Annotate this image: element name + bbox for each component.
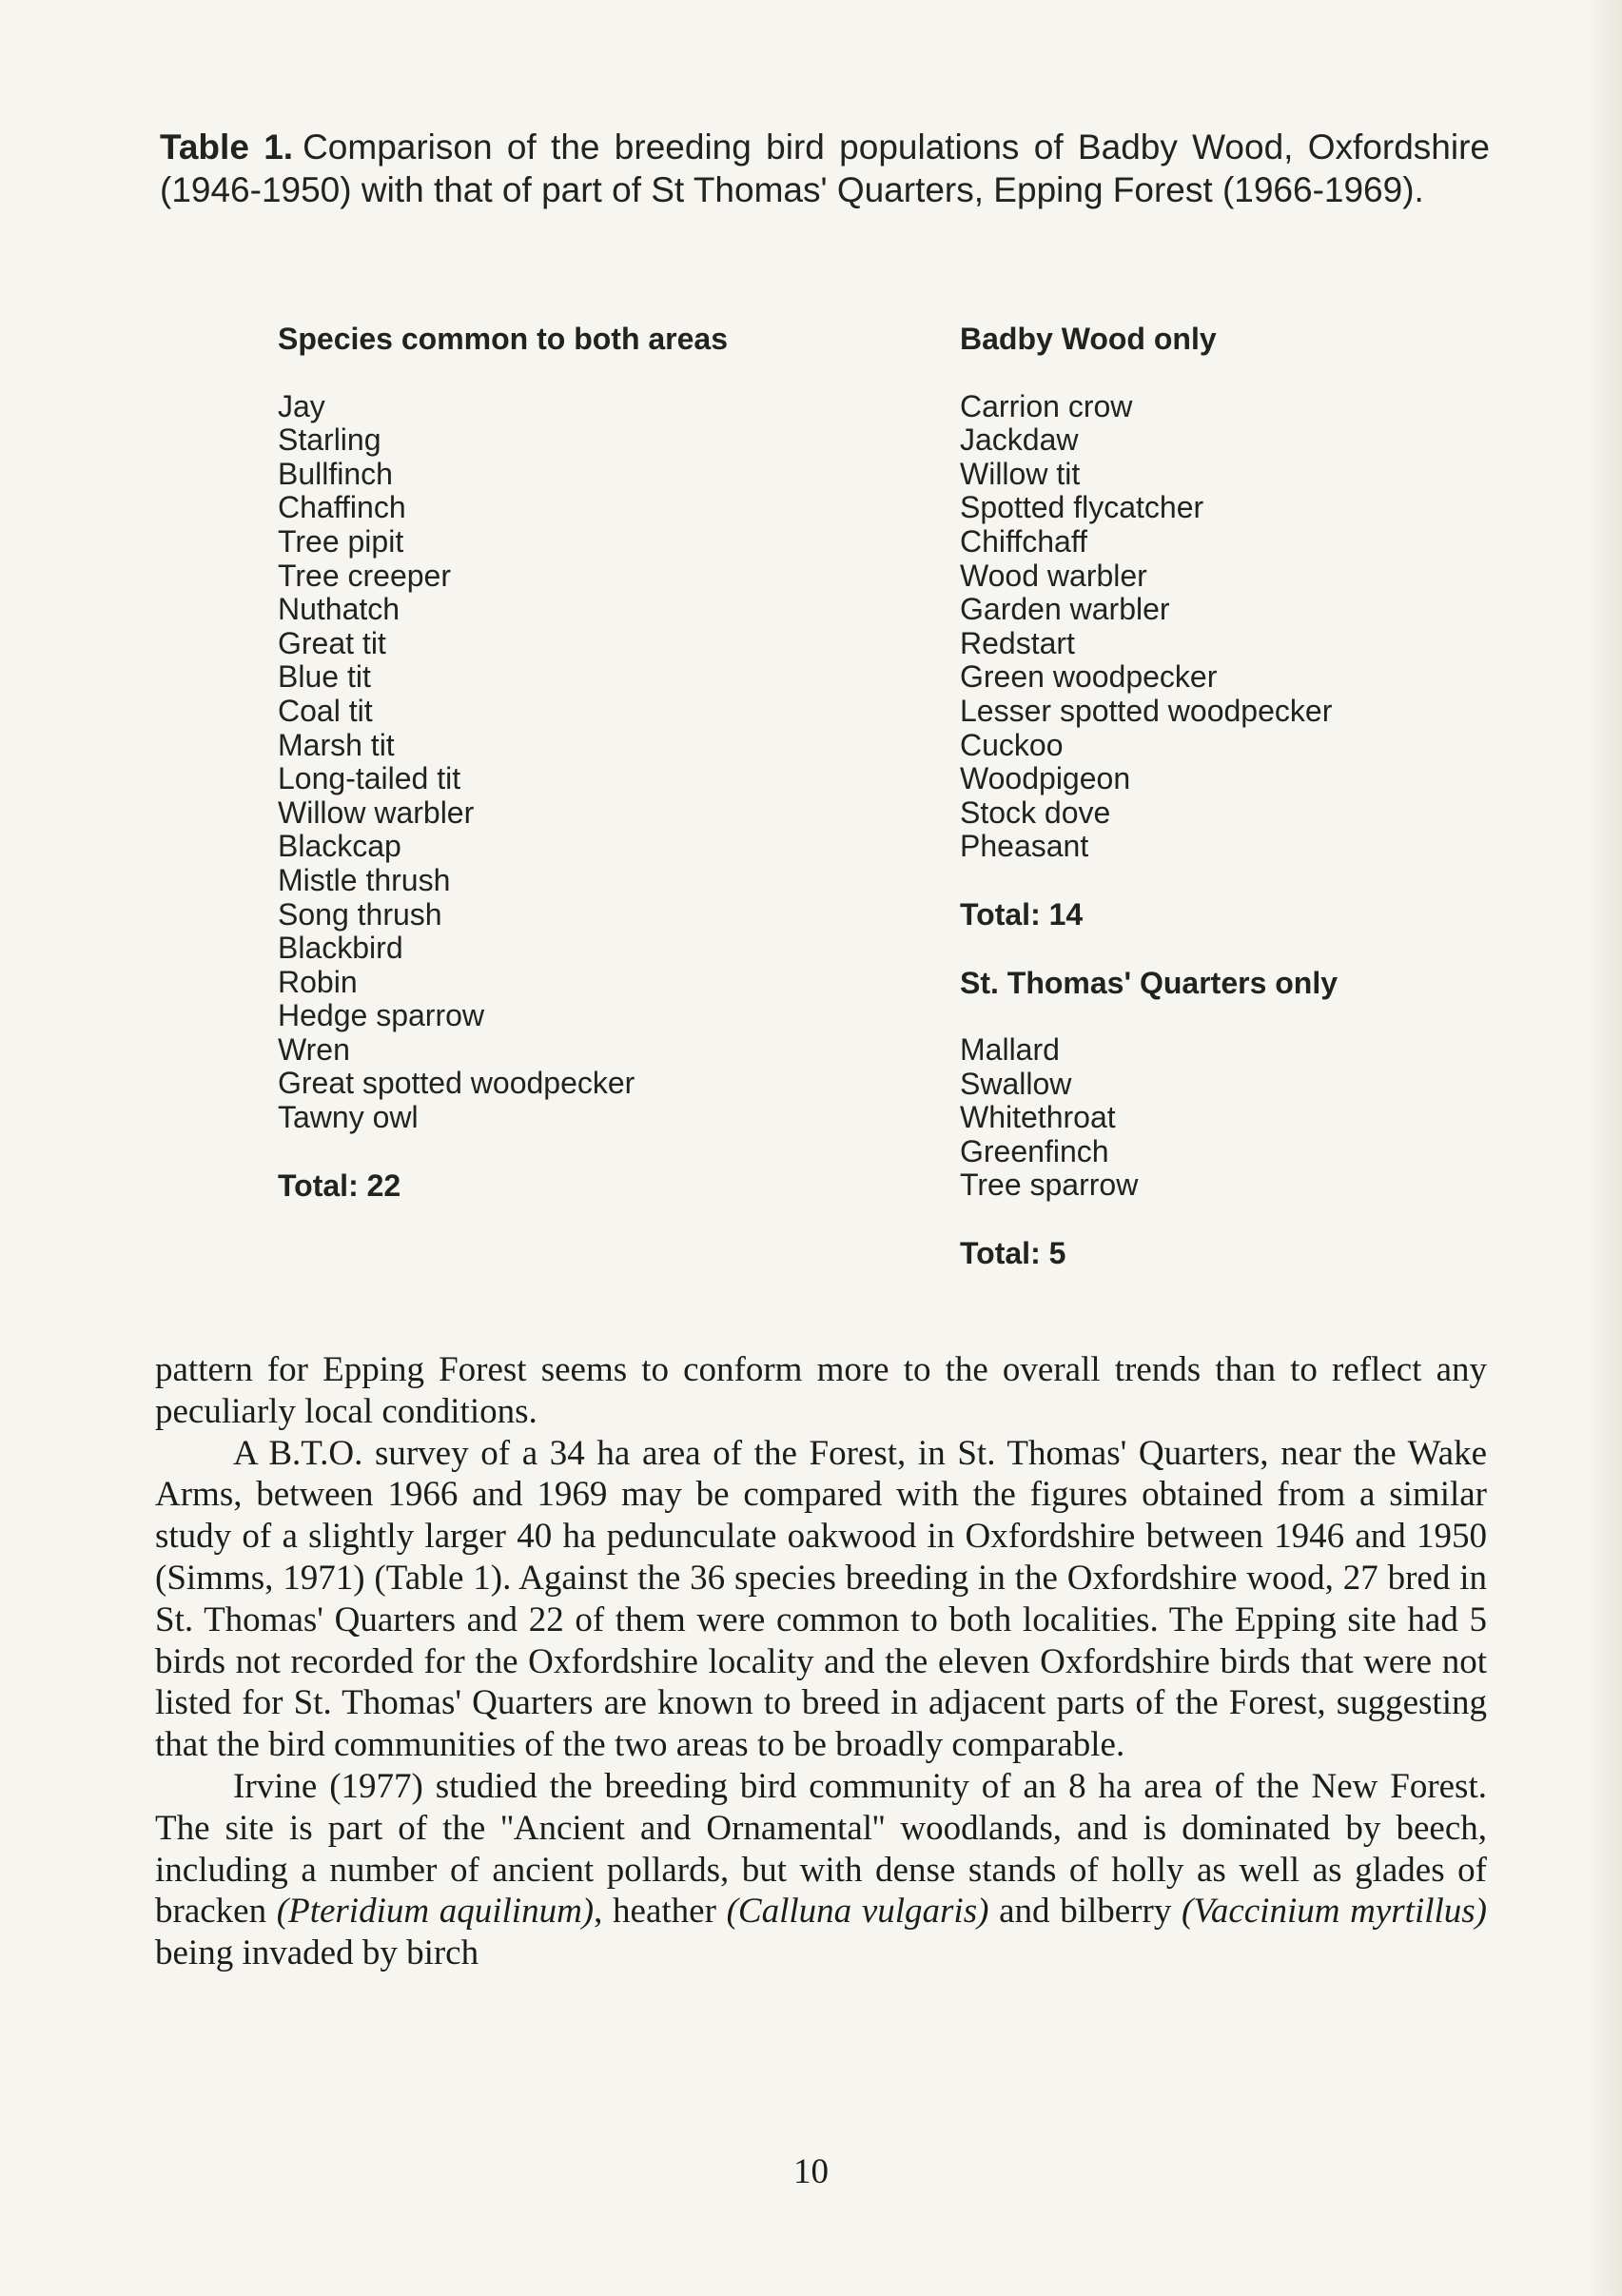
species-list-item: Coal tit xyxy=(278,693,373,728)
body-paragraph-3-text-1: Irvine (1977) studied the breeding bird community of an 8 ha area of the New Forest. The site is part of the ''Ancient and Ornamental'' woodlands, and is dominated by beech, including a number of ancient pollards, but with dense stands of holly as well as glades of bracken xyxy=(155,1766,1487,1932)
species-list-item: Jackdaw xyxy=(960,422,1079,458)
species-list-item: Great tit xyxy=(278,625,386,660)
species-list-item: Pheasant xyxy=(960,829,1089,864)
common-species-column xyxy=(278,323,887,1203)
species-list-item: Tawny owl xyxy=(278,1100,419,1135)
species-name-bracken: (Pteridium aquilinum) xyxy=(276,1892,595,1932)
species-list-item: Marsh tit xyxy=(278,727,395,762)
body-paragraph-1: pattern for Epping Forest seems to conform more to the overall trends than to reflect any peculiarly local conditions. xyxy=(155,1350,1487,1431)
body-text xyxy=(155,1349,1487,1974)
common-species-heading: Species common to both areas xyxy=(278,322,729,356)
body-paragraph-3 xyxy=(155,1766,1487,1974)
site-only-column xyxy=(960,323,1493,1271)
species-list-item: Stock dove xyxy=(960,795,1111,830)
species-list-item: Bullfinch xyxy=(278,456,393,491)
species-list-item: Mistle thrush xyxy=(278,862,451,897)
species-list-item: Swallow xyxy=(960,1066,1072,1101)
species-list-item: Spotted flycatcher xyxy=(960,490,1204,525)
species-list-item: Willow tit xyxy=(960,456,1081,491)
table-caption-text: Comparison of the breeding bird populations of Badby Wood, Oxfordshire (1946-1950) with that of part of St Thomas' Quarters, Epping Forest (1966-1969). xyxy=(160,128,1490,209)
page-gutter-shadow xyxy=(1588,0,1622,2296)
species-list-item: Woodpigeon xyxy=(960,761,1131,796)
body-paragraph-2: A B.T.O. survey of a 34 ha area of the Forest, in St. Thomas' Quarters, near the Wake Arms, between 1966 and 1969 may be compared with the figures obtained from a similar study of a slightly larger 40 ha pedunculate oakwood in Oxfordshire between 1946 and 1950 (Simms, 1971) (Table 1). Against the 36 species breeding in the Oxfordshire wood, 27 bred in St. Thomas' Quarters and 22 of them were common to both localities. The Epping site had 5 birds not recorded for the Oxfordshire locality and the eleven Oxfordshire birds that were not listed for St. Thomas' Quarters are known to breed in adjacent parts of the Forest, suggesting that the bird communities of the two areas to be broadly comparable. xyxy=(155,1433,1487,1765)
common-species-list xyxy=(278,390,887,1135)
species-list-item: Song thrush xyxy=(278,896,442,932)
species-list-item: Green woodpecker xyxy=(960,659,1218,695)
thomas-only-total: Total: 5 xyxy=(960,1236,1066,1271)
species-list-item: Blackbird xyxy=(278,931,403,966)
body-paragraph-3-text-2: , heather xyxy=(594,1892,727,1932)
species-list-item: Lesser spotted woodpecker xyxy=(960,693,1333,728)
species-list-item: Blue tit xyxy=(278,659,371,695)
body-paragraph-3-text-3: and bilberry xyxy=(988,1892,1182,1932)
species-list-item: Chaffinch xyxy=(278,490,406,525)
species-list-item: Blackcap xyxy=(278,829,401,864)
species-list-item: Robin xyxy=(278,964,358,999)
badby-only-total: Total: 14 xyxy=(960,896,1084,932)
species-list-item: Tree sparrow xyxy=(960,1168,1139,1203)
table-caption-label: Table 1. xyxy=(160,128,294,167)
species-list-item: Mallard xyxy=(960,1032,1060,1068)
species-list-item: Cuckoo xyxy=(960,727,1064,762)
body-paragraph-3-text-4: being invaded by birch xyxy=(155,1933,479,1973)
species-list-item: Nuthatch xyxy=(278,592,401,627)
species-list-item: Garden warbler xyxy=(960,592,1170,627)
species-list-item: Great spotted woodpecker xyxy=(278,1066,635,1101)
species-list-item: Chiffchaff xyxy=(960,523,1088,559)
species-list-item: Wren xyxy=(278,1031,350,1067)
species-name-heather: (Calluna vulgaris) xyxy=(726,1892,989,1932)
species-list-item: Willow warbler xyxy=(278,795,475,830)
badby-only-heading: Badby Wood only xyxy=(960,322,1217,356)
table-caption xyxy=(160,126,1490,211)
species-list-item: Redstart xyxy=(960,625,1075,660)
common-species-total: Total: 22 xyxy=(278,1168,401,1203)
species-list-item: Long-tailed tit xyxy=(278,761,461,796)
thomas-only-heading: St. Thomas' Quarters only xyxy=(960,965,1339,1000)
species-list-item: Hedge sparrow xyxy=(278,998,484,1033)
species-name-bilberry: (Vaccinium myrtillus) xyxy=(1182,1892,1487,1932)
thomas-only-list xyxy=(960,1033,1493,1203)
species-list-item: Starling xyxy=(278,422,381,458)
species-list-item: Greenfinch xyxy=(960,1133,1109,1168)
species-list-item: Jay xyxy=(278,388,325,423)
species-list-item: Whitethroat xyxy=(960,1100,1116,1135)
species-list-item: Wood warbler xyxy=(960,558,1147,593)
species-list-item: Tree pipit xyxy=(278,523,404,559)
species-list-item: Carrion crow xyxy=(960,388,1133,423)
page-number: 10 xyxy=(793,2152,829,2191)
species-list-item: Tree creeper xyxy=(278,558,451,593)
badby-only-list xyxy=(960,390,1493,864)
